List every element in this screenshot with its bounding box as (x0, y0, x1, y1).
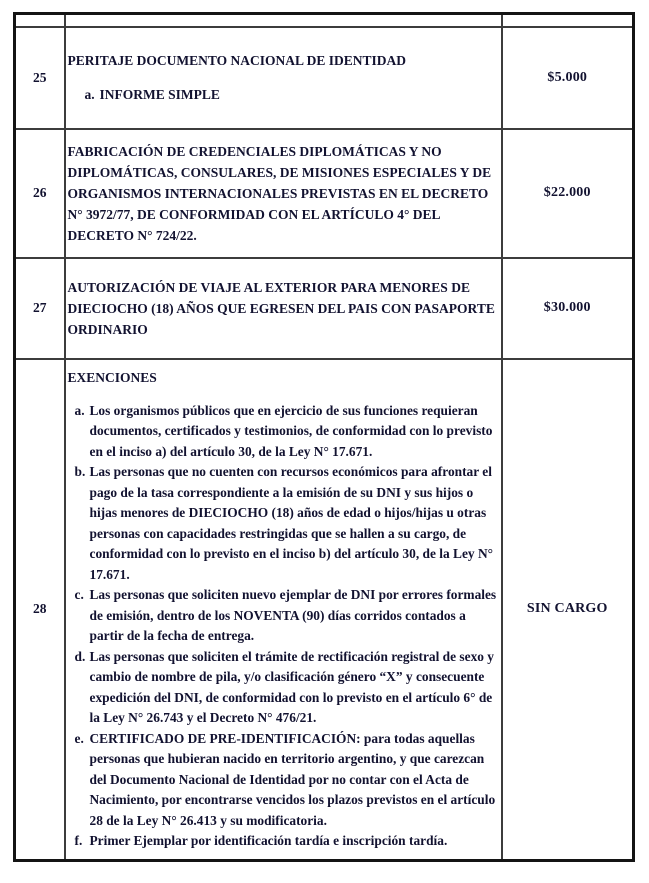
fee-amount: $30.000 (502, 258, 634, 359)
service-title: AUTORIZACIÓN DE VIAJE AL EXTERIOR PARA MENORES DE DIECIOCHO (18) AÑOS QUE EGRESEN DEL PAIS CON PASAPORTE ORDINARIO (67, 279, 495, 337)
row-number: 28 (15, 359, 65, 861)
exemption-letter: f. (74, 833, 83, 849)
exemption-text: Las personas que soliciten nuevo ejemplar de DNI por errores formales de emisión, dentro de los NOVENTA (90) días corridos contados a partir de la fecha de entrega. (89, 587, 497, 644)
service-description-cell (65, 258, 502, 359)
exemption-text: Primer Ejemplar por identificación tardía e inscripción tardía. (89, 833, 448, 849)
exemption-item (68, 462, 497, 585)
exemption-text: CERTIFICADO DE PRE-IDENTIFICACIÓN: para todas aquellas personas que hubieran nacido en territorio argentino, y que carezcan del Documento Nacional de Identidad por no contar con el Acta de Nacimiento, por encontrarse vencidos los plazos previstos en el artículo 28 de la Ley N° 26.413 y su modificatoria. (89, 730, 496, 828)
table-row-25 (15, 27, 634, 129)
service-subitem (68, 84, 497, 105)
row-number: 27 (15, 258, 65, 359)
row-number: 25 (15, 27, 65, 129)
exemption-item (68, 831, 497, 852)
exemption-letter: c. (74, 587, 84, 603)
exemption-item (68, 585, 497, 647)
exemption-letter: d. (74, 648, 86, 664)
spacer-number-cell (15, 14, 65, 27)
fee-amount: $5.000 (502, 27, 634, 129)
tariff-table (13, 12, 635, 862)
exemptions-cell (65, 359, 502, 861)
subitem-letter: a. (84, 87, 95, 102)
exemption-item (68, 401, 497, 463)
service-description-cell (65, 27, 502, 129)
service-description-cell (65, 129, 502, 258)
fee-amount: SIN CARGO (502, 359, 634, 861)
spacer-description-cell (65, 14, 502, 27)
exemption-item (68, 729, 497, 832)
service-title: PERITAJE DOCUMENTO NACIONAL DE IDENTIDAD (67, 53, 407, 68)
table-row-28 (15, 359, 634, 861)
spacer-row (15, 14, 634, 27)
service-title: FABRICACIÓN DE CREDENCIALES DIPLOMÁTICAS Y NO DIPLOMÁTICAS, CONSULARES, DE MISIONES ESPECIALES Y DE ORGANISMOS INTERNACIONALES PREVISTAS EN EL DECRETO N° 3972/77, DE CONFORMIDAD CON EL ARTÍCULO 4° DEL DECRETO N° 724/22. (67, 143, 492, 243)
exemption-text: Las personas que soliciten el trámite de rectificación registral de sexo y cambio de nombre de pila, y/o clasificación género “X” y consecuente expedición del DNI, de conformidad con lo previsto en el artículo 6° de la Ley N° 26.743 y el Decreto N° 476/21. (89, 648, 494, 726)
row-number: 26 (15, 129, 65, 258)
exemptions-heading: EXENCIONES (67, 369, 157, 385)
table-row-26 (15, 129, 634, 258)
subitem-text: INFORME SIMPLE (99, 87, 220, 102)
fee-amount: $22.000 (502, 129, 634, 258)
exemptions-list (68, 401, 497, 852)
exemption-letter: e. (74, 730, 84, 746)
table-row-27 (15, 258, 634, 359)
exemption-letter: a. (74, 402, 85, 418)
spacer-fee-cell (502, 14, 634, 27)
exemption-item (68, 647, 497, 729)
exemption-letter: b. (74, 464, 86, 480)
exemption-text: Las personas que no cuenten con recursos económicos para afrontar el pago de la tasa correspondiente a la emisión de su DNI y sus hijos o hijas menores de DIECIOCHO (18) años de edad o hijos/hijas u otras personas con capacidades restringidas que se hallen a su cargo, de conformidad con lo previsto en el inciso b) del artículo 30, de la Ley N° 17.671. (89, 464, 493, 582)
exemption-text: Los organismos públicos que en ejercicio de sus funciones requieran documentos, certificados y testimonios, de conformidad con lo previsto en el inciso a) del artículo 30, de la Ley N° 17.671. (89, 402, 493, 459)
